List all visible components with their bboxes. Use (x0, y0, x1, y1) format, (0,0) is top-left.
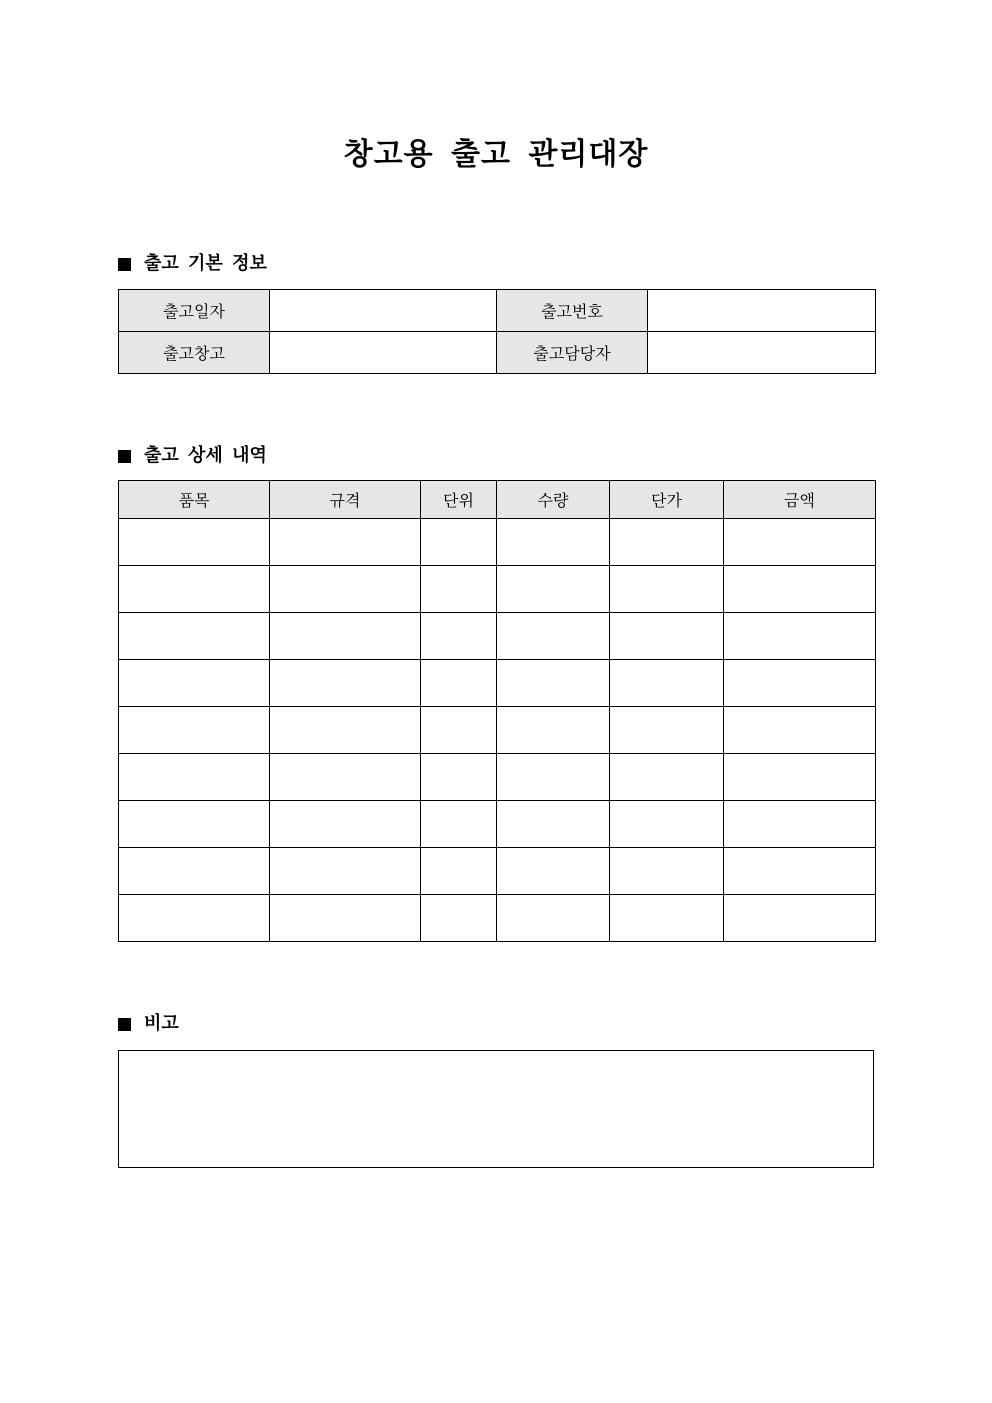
remarks-field[interactable] (118, 1050, 874, 1168)
unit-price-cell[interactable] (610, 895, 724, 942)
square-bullet-icon (118, 450, 131, 463)
table-row (119, 566, 876, 613)
unit-cell[interactable] (421, 566, 497, 613)
quantity-cell[interactable] (497, 895, 610, 942)
unit-cell[interactable] (421, 519, 497, 566)
shipment-warehouse-field[interactable] (270, 332, 497, 374)
spec-cell[interactable] (270, 848, 421, 895)
amount-cell[interactable] (724, 660, 876, 707)
section-heading-label: 출고 상세 내역 (144, 445, 267, 466)
section-heading-label: 비고 (144, 1013, 179, 1034)
quantity-cell[interactable] (497, 566, 610, 613)
unit-price-cell[interactable] (610, 566, 724, 613)
unit-cell[interactable] (421, 801, 497, 848)
shipment-date-field[interactable] (270, 290, 497, 332)
quantity-cell[interactable] (497, 519, 610, 566)
shipment-number-field[interactable] (648, 290, 876, 332)
square-bullet-icon (118, 1018, 131, 1031)
spec-cell[interactable] (270, 519, 421, 566)
quantity-cell[interactable] (497, 613, 610, 660)
table-row (119, 290, 876, 332)
unit-cell[interactable] (421, 660, 497, 707)
table-row (119, 332, 876, 374)
quantity-cell[interactable] (497, 848, 610, 895)
unit-cell[interactable] (421, 613, 497, 660)
amount-cell[interactable] (724, 848, 876, 895)
unit-price-cell[interactable] (610, 754, 724, 801)
quantity-cell[interactable] (497, 707, 610, 754)
table-row (119, 895, 876, 942)
unit-price-cell[interactable] (610, 613, 724, 660)
spec-cell[interactable] (270, 660, 421, 707)
basic-info-table (118, 289, 876, 374)
amount-cell[interactable] (724, 707, 876, 754)
spec-cell[interactable] (270, 754, 421, 801)
label-shipment-manager: 출고담당자 (497, 332, 648, 374)
label-shipment-date: 출고일자 (119, 290, 270, 332)
table-row (119, 613, 876, 660)
section-heading-basic-info (118, 252, 267, 276)
amount-cell[interactable] (724, 801, 876, 848)
amount-cell[interactable] (724, 566, 876, 613)
column-header-quantity: 수량 (497, 481, 610, 519)
shipment-detail-table (118, 480, 876, 942)
unit-price-cell[interactable] (610, 519, 724, 566)
spec-cell[interactable] (270, 613, 421, 660)
unit-price-cell[interactable] (610, 707, 724, 754)
section-heading-details (118, 444, 267, 468)
item-cell[interactable] (119, 707, 270, 754)
label-shipment-warehouse: 출고창고 (119, 332, 270, 374)
shipment-manager-field[interactable] (648, 332, 876, 374)
table-row (119, 519, 876, 566)
unit-cell[interactable] (421, 707, 497, 754)
square-bullet-icon (118, 258, 131, 271)
unit-cell[interactable] (421, 895, 497, 942)
item-cell[interactable] (119, 801, 270, 848)
item-cell[interactable] (119, 566, 270, 613)
column-header-amount: 금액 (724, 481, 876, 519)
table-header-row (119, 481, 876, 519)
item-cell[interactable] (119, 895, 270, 942)
spec-cell[interactable] (270, 895, 421, 942)
amount-cell[interactable] (724, 895, 876, 942)
quantity-cell[interactable] (497, 801, 610, 848)
item-cell[interactable] (119, 848, 270, 895)
unit-price-cell[interactable] (610, 801, 724, 848)
table-row (119, 754, 876, 801)
column-header-unit: 단위 (421, 481, 497, 519)
column-header-unit-price: 단가 (610, 481, 724, 519)
unit-price-cell[interactable] (610, 660, 724, 707)
section-heading-remarks (118, 1012, 179, 1036)
quantity-cell[interactable] (497, 754, 610, 801)
column-header-item: 품목 (119, 481, 270, 519)
quantity-cell[interactable] (497, 660, 610, 707)
table-row (119, 660, 876, 707)
amount-cell[interactable] (724, 519, 876, 566)
document-title: 창고용 출고 관리대장 (343, 137, 649, 172)
unit-price-cell[interactable] (610, 848, 724, 895)
table-row (119, 848, 876, 895)
table-row (119, 801, 876, 848)
column-header-spec: 규격 (270, 481, 421, 519)
item-cell[interactable] (119, 613, 270, 660)
table-row (119, 707, 876, 754)
item-cell[interactable] (119, 754, 270, 801)
unit-cell[interactable] (421, 848, 497, 895)
amount-cell[interactable] (724, 613, 876, 660)
spec-cell[interactable] (270, 707, 421, 754)
item-cell[interactable] (119, 660, 270, 707)
item-cell[interactable] (119, 519, 270, 566)
label-shipment-number: 출고번호 (497, 290, 648, 332)
section-heading-label: 출고 기본 정보 (144, 253, 267, 274)
spec-cell[interactable] (270, 801, 421, 848)
unit-cell[interactable] (421, 754, 497, 801)
spec-cell[interactable] (270, 566, 421, 613)
amount-cell[interactable] (724, 754, 876, 801)
